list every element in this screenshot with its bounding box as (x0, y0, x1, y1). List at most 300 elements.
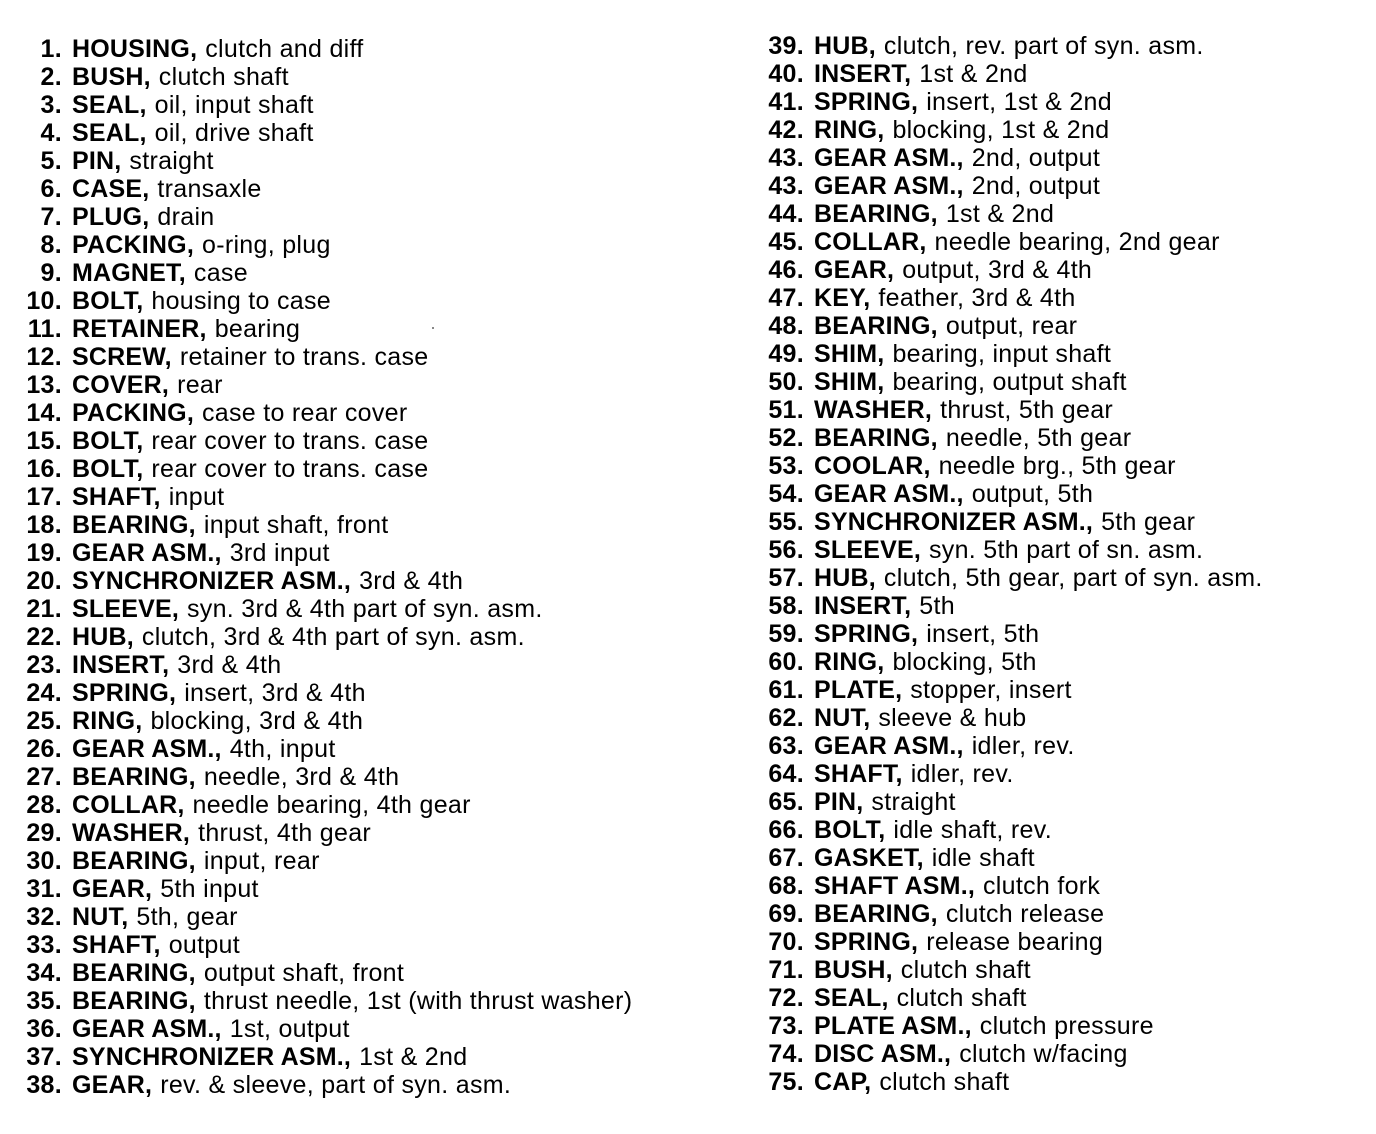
part-number: 41. (768, 88, 804, 116)
part-description: rear (177, 371, 223, 399)
part-number: 11. (27, 315, 62, 343)
part-list-item (748, 536, 1368, 564)
part-number: 16. (26, 455, 62, 483)
part-description: 1st, output (229, 1015, 350, 1043)
part-description: thrust, 4th gear (198, 819, 372, 847)
part-list-item (6, 63, 746, 91)
part-name: RING, (814, 648, 885, 676)
part-list-item (6, 679, 746, 707)
part-description: output shaft, front (203, 959, 405, 987)
part-number: 66. (768, 816, 804, 844)
part-list-item (6, 959, 746, 987)
part-description: needle bearing, 4th gear (192, 791, 471, 819)
part-number: 31. (26, 875, 62, 903)
parts-column-right (748, 32, 1368, 1096)
part-list-item (748, 116, 1368, 144)
part-list-item (748, 256, 1368, 284)
part-number: 25. (26, 707, 62, 735)
part-number: 43. (768, 144, 804, 172)
part-list-item (748, 816, 1368, 844)
part-name: COOLAR, (814, 452, 931, 480)
part-list-item (6, 819, 746, 847)
part-list-item (748, 144, 1368, 172)
part-name: BEARING, (72, 987, 196, 1015)
part-name: GEAR ASM., (814, 732, 964, 760)
part-list-item (748, 284, 1368, 312)
part-description: insert, 3rd & 4th (184, 679, 366, 707)
part-description: sleeve & hub (878, 704, 1027, 732)
part-list-item (6, 1043, 746, 1071)
part-name: SYNCHRONIZER ASM., (814, 508, 1094, 536)
part-description: rear cover to trans. case (151, 455, 429, 483)
part-name: GEAR ASM., (72, 539, 222, 567)
part-name: INSERT, (72, 651, 170, 679)
part-name: SHAFT, (814, 760, 903, 788)
part-name: SLEEVE, (814, 536, 921, 564)
part-list-item (6, 427, 746, 455)
part-name: RETAINER, (72, 315, 207, 343)
part-description: blocking, 3rd & 4th (150, 707, 364, 735)
part-list-item (6, 763, 746, 791)
part-list-item (748, 200, 1368, 228)
part-description: 2nd, output (971, 144, 1101, 172)
part-number: 9. (40, 259, 62, 287)
part-description: 5th input (160, 875, 259, 903)
part-name: PIN, (72, 147, 122, 175)
part-name: BOLT, (72, 427, 144, 455)
part-name: GEAR ASM., (72, 735, 222, 763)
part-name: BUSH, (814, 956, 893, 984)
part-number: 43. (768, 172, 804, 200)
part-description: idler, rev. (971, 732, 1075, 760)
part-description: output, rear (945, 312, 1078, 340)
part-name: SLEEVE, (72, 595, 179, 623)
parts-column-left (6, 35, 746, 1099)
part-name: SPRING, (814, 928, 919, 956)
part-list-item (748, 564, 1368, 592)
part-description: 1st & 2nd (919, 60, 1028, 88)
part-description: release bearing (926, 928, 1104, 956)
part-description: insert, 1st & 2nd (926, 88, 1112, 116)
part-description: 1st & 2nd (359, 1043, 468, 1071)
part-number: 57. (768, 564, 804, 592)
part-description: needle, 5th gear (945, 424, 1132, 452)
part-description: input (168, 483, 225, 511)
part-number: 15. (26, 427, 62, 455)
part-list-item (6, 1015, 746, 1043)
part-description: blocking, 5th (892, 648, 1037, 676)
part-number: 74. (768, 1040, 804, 1068)
part-name: DISC ASM., (814, 1040, 952, 1068)
part-list-item (748, 424, 1368, 452)
part-name: BOLT, (72, 455, 144, 483)
part-description: housing to case (151, 287, 331, 315)
part-number: 2. (40, 63, 62, 91)
part-description: clutch, 3rd & 4th part of syn. asm. (141, 623, 525, 651)
part-list-item (6, 511, 746, 539)
part-description: rev. & sleeve, part of syn. asm. (160, 1071, 512, 1099)
part-description: 3rd input (229, 539, 330, 567)
part-description: clutch w/facing (959, 1040, 1128, 1068)
part-description: clutch, rev. part of syn. asm. (883, 32, 1204, 60)
part-list-item (6, 343, 746, 371)
part-name: PLATE, (814, 676, 903, 704)
part-number: 47. (768, 284, 804, 312)
part-list-item (748, 396, 1368, 424)
part-name: SEAL, (814, 984, 889, 1012)
part-name: NUT, (814, 704, 871, 732)
part-list-item (748, 1040, 1368, 1068)
part-description: idle shaft (931, 844, 1035, 872)
part-name: CASE, (72, 175, 150, 203)
part-name: BEARING, (72, 959, 196, 987)
part-list-item (6, 287, 746, 315)
part-name: RING, (72, 707, 143, 735)
part-name: BEARING, (814, 312, 938, 340)
part-description: output, 3rd & 4th (902, 256, 1093, 284)
part-name: SCREW, (72, 343, 172, 371)
part-name: GEAR ASM., (814, 144, 964, 172)
part-list-item (748, 956, 1368, 984)
part-number: 30. (26, 847, 62, 875)
part-list-item (6, 539, 746, 567)
part-list-item (6, 595, 746, 623)
part-list-item (6, 707, 746, 735)
part-name: GEAR, (72, 875, 153, 903)
part-name: INSERT, (814, 60, 912, 88)
part-number: 10. (26, 287, 62, 315)
part-number: 3. (40, 91, 62, 119)
part-number: 33. (26, 931, 62, 959)
part-list-item (748, 788, 1368, 816)
part-description: 5th gear (1101, 508, 1196, 536)
part-list-item (748, 32, 1368, 60)
part-number: 32. (26, 903, 62, 931)
part-list-item (748, 900, 1368, 928)
part-number: 36. (26, 1015, 62, 1043)
part-number: 46. (768, 256, 804, 284)
part-name: PACKING, (72, 399, 194, 427)
part-name: BEARING, (72, 511, 196, 539)
part-number: 17. (26, 483, 62, 511)
part-description: idler, rev. (910, 760, 1014, 788)
part-number: 29. (26, 819, 62, 847)
part-description: thrust, 5th gear (940, 396, 1114, 424)
part-name: BOLT, (72, 287, 144, 315)
part-number: 63. (768, 732, 804, 760)
part-list-item (748, 732, 1368, 760)
part-description: clutch pressure (979, 1012, 1154, 1040)
part-list-item (6, 231, 746, 259)
part-number: 61. (768, 676, 804, 704)
part-list-item (6, 35, 746, 63)
part-list-item (748, 60, 1368, 88)
part-list-item (748, 676, 1368, 704)
part-description: output (168, 931, 241, 959)
part-description: needle brg., 5th gear (938, 452, 1176, 480)
part-description: 3rd & 4th (359, 567, 464, 595)
part-list-item (748, 312, 1368, 340)
part-list-item (6, 371, 746, 399)
part-list-item (748, 172, 1368, 200)
part-name: SHAFT ASM., (814, 872, 975, 900)
part-number: 19. (26, 539, 62, 567)
part-list-item (6, 931, 746, 959)
part-description: idle shaft, rev. (893, 816, 1052, 844)
part-number: 69. (768, 900, 804, 928)
part-name: BEARING, (72, 763, 196, 791)
part-description: clutch shaft (879, 1068, 1010, 1096)
part-name: SEAL, (72, 119, 147, 147)
part-number: 56. (768, 536, 804, 564)
part-name: COLLAR, (814, 228, 927, 256)
part-number: 52. (768, 424, 804, 452)
part-name: SEAL, (72, 91, 147, 119)
part-name: HUB, (72, 623, 134, 651)
part-description: oil, input shaft (154, 91, 314, 119)
part-list-item (748, 452, 1368, 480)
part-number: 64. (768, 760, 804, 788)
part-description: bearing, output shaft (892, 368, 1127, 396)
part-name: PIN, (814, 788, 864, 816)
part-number: 65. (768, 788, 804, 816)
part-name: GEAR ASM., (814, 480, 964, 508)
part-list-item (6, 455, 746, 483)
part-number: 8. (40, 231, 62, 259)
part-list-item (748, 984, 1368, 1012)
part-number: 13. (26, 371, 62, 399)
part-number: 49. (768, 340, 804, 368)
part-description: feather, 3rd & 4th (878, 284, 1076, 312)
part-list-item (748, 368, 1368, 396)
part-number: 45. (768, 228, 804, 256)
part-name: BEARING, (72, 847, 196, 875)
part-number: 7. (40, 203, 62, 231)
part-list-item (6, 847, 746, 875)
part-number: 50. (768, 368, 804, 396)
part-number: 28. (26, 791, 62, 819)
part-number: 21. (26, 595, 62, 623)
part-name: SHAFT, (72, 931, 161, 959)
part-description: rear cover to trans. case (151, 427, 429, 455)
part-name: HUB, (814, 564, 876, 592)
part-name: BOLT, (814, 816, 886, 844)
part-number: 58. (768, 592, 804, 620)
part-list-item (6, 315, 746, 343)
part-name: MAGNET, (72, 259, 186, 287)
part-list-item (6, 875, 746, 903)
part-list-item (6, 567, 746, 595)
part-number: 44. (768, 200, 804, 228)
part-number: 42. (768, 116, 804, 144)
part-list-item (748, 1068, 1368, 1096)
part-description: straight (871, 788, 956, 816)
part-list-item (748, 760, 1368, 788)
part-description: straight (129, 147, 214, 175)
part-description: insert, 5th (926, 620, 1040, 648)
part-list-item (748, 88, 1368, 116)
part-description: clutch and diff (205, 35, 364, 63)
part-number: 18. (26, 511, 62, 539)
part-number: 38. (26, 1071, 62, 1099)
part-name: PLATE ASM., (814, 1012, 972, 1040)
part-number: 62. (768, 704, 804, 732)
part-number: 68. (768, 872, 804, 900)
part-name: SHIM, (814, 368, 885, 396)
part-list-item (6, 903, 746, 931)
part-list-item (748, 1012, 1368, 1040)
part-description: clutch shaft (900, 956, 1031, 984)
part-description: clutch fork (983, 872, 1101, 900)
part-name: SPRING, (814, 620, 919, 648)
part-number: 14. (26, 399, 62, 427)
part-name: PACKING, (72, 231, 194, 259)
part-number: 35. (26, 987, 62, 1015)
part-description: 1st & 2nd (945, 200, 1055, 228)
part-name: RING, (814, 116, 885, 144)
part-description: thrust needle, 1st (with thrust washer) (203, 987, 633, 1015)
part-number: 72. (768, 984, 804, 1012)
part-number: 70. (768, 928, 804, 956)
part-description: 2nd, output (971, 172, 1101, 200)
part-list-item (6, 203, 746, 231)
part-description: syn. 3rd & 4th part of syn. asm. (187, 595, 543, 623)
part-name: SHIM, (814, 340, 885, 368)
part-number: 51. (768, 396, 804, 424)
part-list-item (6, 175, 746, 203)
part-number: 73. (768, 1012, 804, 1040)
part-description: 5th (919, 592, 955, 620)
part-list-item (748, 228, 1368, 256)
part-name: GEAR ASM., (814, 172, 964, 200)
part-name: COVER, (72, 371, 170, 399)
print-speck (432, 327, 434, 329)
part-description: 5th, gear (136, 903, 238, 931)
part-list-item (748, 928, 1368, 956)
part-name: HOUSING, (72, 35, 198, 63)
part-name: SYNCHRONIZER ASM., (72, 567, 352, 595)
part-name: BEARING, (814, 424, 938, 452)
part-description: clutch shaft (158, 63, 289, 91)
part-list-item (748, 844, 1368, 872)
part-list-item (6, 1071, 746, 1099)
part-list-item (748, 872, 1368, 900)
part-description: o-ring, plug (201, 231, 331, 259)
part-description: case to rear cover (201, 399, 408, 427)
part-name: GEAR, (72, 1071, 153, 1099)
part-description: blocking, 1st & 2nd (892, 116, 1110, 144)
part-description: stopper, insert (910, 676, 1072, 704)
part-number: 1. (40, 35, 62, 63)
part-number: 4. (40, 119, 62, 147)
part-description: 4th, input (229, 735, 336, 763)
part-number: 20. (26, 567, 62, 595)
part-description: 3rd & 4th (177, 651, 282, 679)
part-name: HUB, (814, 32, 876, 60)
part-number: 23. (26, 651, 62, 679)
part-number: 22. (26, 623, 62, 651)
part-description: output, 5th (971, 480, 1094, 508)
part-name: BEARING, (814, 200, 938, 228)
part-list-item (748, 340, 1368, 368)
part-list-item (6, 119, 746, 147)
part-list-item (6, 483, 746, 511)
part-name: KEY, (814, 284, 871, 312)
part-description: retainer to trans. case (179, 343, 429, 371)
part-number: 75. (768, 1068, 804, 1096)
part-description: bearing, input shaft (892, 340, 1112, 368)
part-list-item (6, 791, 746, 819)
part-description: input shaft, front (203, 511, 389, 539)
part-list-item (6, 147, 746, 175)
part-list-item (6, 91, 746, 119)
part-number: 26. (26, 735, 62, 763)
part-list-item (748, 480, 1368, 508)
part-name: BEARING, (814, 900, 938, 928)
part-name: WASHER, (814, 396, 933, 424)
part-number: 53. (768, 452, 804, 480)
part-number: 55. (768, 508, 804, 536)
part-description: drain (157, 203, 215, 231)
part-list-item (6, 259, 746, 287)
part-number: 48. (768, 312, 804, 340)
part-number: 37. (26, 1043, 62, 1071)
part-description: oil, drive shaft (154, 119, 314, 147)
part-list-item (6, 399, 746, 427)
part-name: GEAR ASM., (72, 1015, 222, 1043)
part-list-item (6, 735, 746, 763)
part-name: GASKET, (814, 844, 924, 872)
part-number: 6. (40, 175, 62, 203)
part-description: clutch, 5th gear, part of syn. asm. (883, 564, 1263, 592)
part-list-item (748, 592, 1368, 620)
part-name: CAP, (814, 1068, 872, 1096)
part-list-item (748, 648, 1368, 676)
part-name: WASHER, (72, 819, 191, 847)
part-number: 67. (768, 844, 804, 872)
part-name: PLUG, (72, 203, 150, 231)
part-number: 24. (26, 679, 62, 707)
part-name: COLLAR, (72, 791, 185, 819)
part-description: transaxle (157, 175, 262, 203)
part-number: 54. (768, 480, 804, 508)
part-description: clutch release (945, 900, 1105, 928)
part-number: 71. (768, 956, 804, 984)
part-description: case (193, 259, 248, 287)
part-list-item (6, 651, 746, 679)
part-description: input, rear (203, 847, 320, 875)
part-name: SPRING, (814, 88, 919, 116)
part-name: GEAR, (814, 256, 895, 284)
part-number: 27. (26, 763, 62, 791)
part-number: 12. (26, 343, 62, 371)
part-number: 60. (768, 648, 804, 676)
part-description: bearing (214, 315, 301, 343)
part-number: 5. (40, 147, 62, 175)
part-description: clutch shaft (896, 984, 1027, 1012)
part-description: needle bearing, 2nd gear (934, 228, 1220, 256)
part-list-item (6, 623, 746, 651)
part-number: 34. (26, 959, 62, 987)
part-description: syn. 5th part of sn. asm. (929, 536, 1204, 564)
part-name: BUSH, (72, 63, 151, 91)
part-name: INSERT, (814, 592, 912, 620)
part-number: 59. (768, 620, 804, 648)
part-number: 39. (768, 32, 804, 60)
part-name: SPRING, (72, 679, 177, 707)
part-list-item (748, 704, 1368, 732)
part-name: SHAFT, (72, 483, 161, 511)
